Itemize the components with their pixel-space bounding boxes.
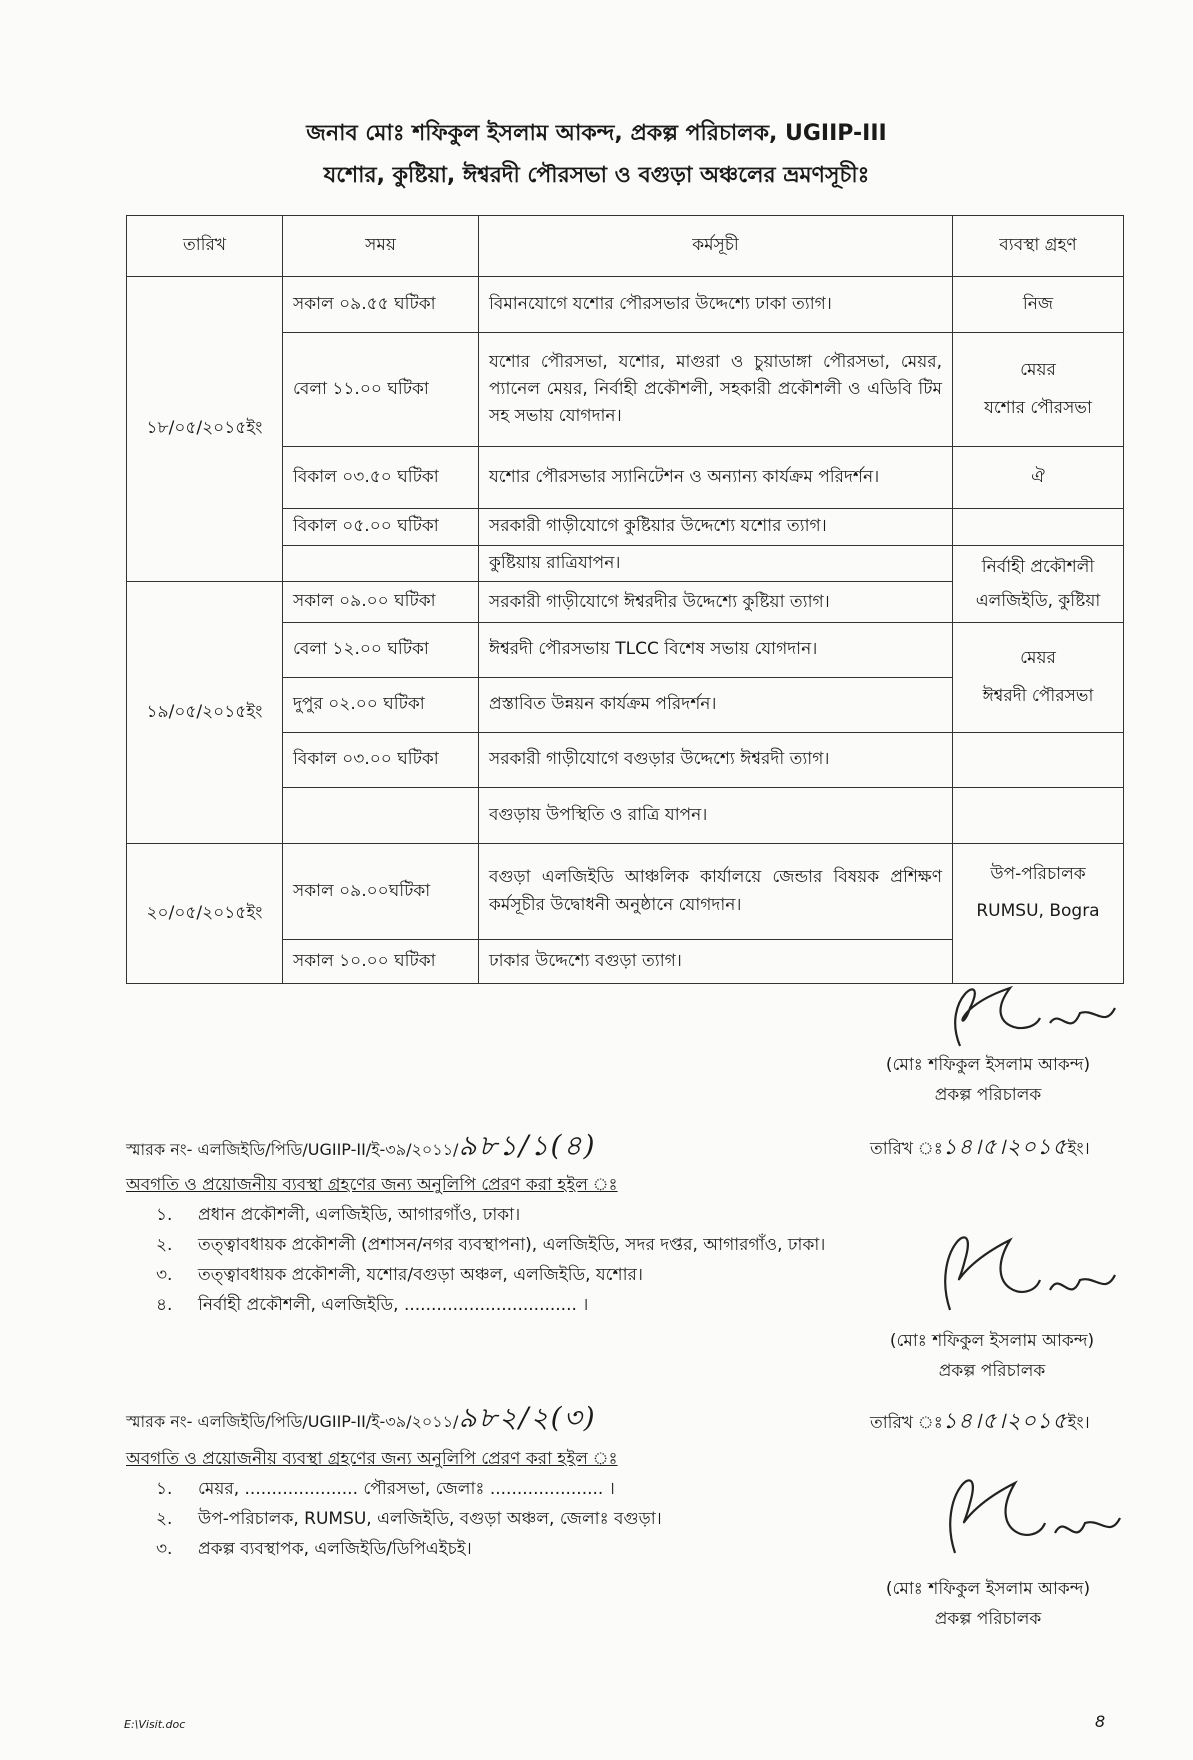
page-subtitle: যশোর, কুষ্টিয়া, ঈশ্বরদী পৌরসভা ও বগুড়া অঞ্চলের ভ্রমণসূচীঃ <box>323 163 870 188</box>
list-item: ১. প্রধান প্রকৌশলী, এলজিইডি, আগারগাঁও, ঢাকা। <box>156 1205 521 1225</box>
table-header-row <box>127 216 1124 277</box>
time-cell: সকাল ০৯.০০ ঘটিকা <box>283 582 479 623</box>
program-cell: যশোর পৌরসভার স্যানিটেশন ও অন্যান্য কার্যক্রম পরিদর্শন। <box>479 447 953 509</box>
header-program: কর্মসূচী <box>479 216 953 277</box>
signature-1 <box>900 968 1140 1058</box>
action-cell: ঐ <box>953 447 1124 509</box>
time-cell: সকাল ১০.০০ ঘটিকা <box>283 940 479 984</box>
date-cell: ১৮/০৫/২০১৫ইং <box>127 277 283 582</box>
action-line: যশোর পৌরসভা <box>984 397 1092 418</box>
signature-2 <box>910 1210 1130 1330</box>
cc-intro-2: অবগতি ও প্রয়োজনীয় ব্যবস্থা গ্রহণের জন্য অনুলিপি প্রেরণ করা হইল ঃ <box>126 1449 618 1469</box>
memo-ref-text: স্মারক নং- এলজিইডি/পিডি/UGIIP-II/ই-৩৯/২০১১/ <box>126 1412 459 1431</box>
program-cell: ঈশ্বরদী পৌরসভায় TLCC বিশেষ সভায় যোগদান। <box>479 623 953 678</box>
date-suffix: ইং। <box>1067 1413 1090 1433</box>
signatory-name: (মোঃ শফিকুল ইসলাম আকন্দ) <box>885 1579 1091 1599</box>
list-item: ৩. তত্ত্বাবধায়ক প্রকৌশলী, যশোর/বগুড়া অঞ্চল, এলজিইডি, যশোর। <box>156 1265 643 1285</box>
header-action: ব্যবস্থা গ্রহণ <box>953 216 1124 277</box>
action-line: মেয়র <box>1020 648 1056 669</box>
program-cell: সরকারী গাড়ীযোগে বগুড়ার উদ্দেশ্যে ঈশ্বরদী ত্যাগ। <box>479 733 953 788</box>
list-item: ২. উপ-পরিচালক, RUMSU, এলজিইডি, বগুড়া অঞ্চল, জেলাঃ বগুড়া। <box>156 1509 662 1529</box>
action-cell <box>953 844 1124 984</box>
memo-reference-2 <box>126 1396 597 1443</box>
signatory-name: (মোঃ শফিকুল ইসলাম আকন্দ) <box>889 1331 1095 1351</box>
memo-ref-text: স্মারক নং- এলজিইডি/পিডি/UGIIP-II/ই-৩৯/২০১১/ <box>126 1140 459 1159</box>
cc-intro-1: অবগতি ও প্রয়োজনীয় ব্যবস্থা গ্রহণের জন্য অনুলিপি প্রেরণ করা হইল ঃ <box>126 1175 618 1195</box>
program-cell: সরকারী গাড়ীযোগে ঈশ্বরদীর উদ্দেশ্যে কুষ্টিয়া ত্যাগ। <box>479 582 953 623</box>
schedule-table <box>126 215 1124 984</box>
list-item: ২. তত্ত্বাবধায়ক প্রকৌশলী (প্রশাসন/নগর ব্যবস্থাপনা), এলজিইডি, সদর দপ্তর, আগারগাঁও, ঢাকা। <box>156 1235 826 1255</box>
action-line: এলজিইডি, কুষ্টিয়া <box>975 591 1101 611</box>
table-row <box>127 844 1124 940</box>
date-suffix: ইং। <box>1067 1139 1090 1159</box>
cc-list-1 <box>156 1200 825 1320</box>
memo-date-1 <box>870 1130 1090 1167</box>
action-cell <box>953 546 1124 623</box>
time-cell <box>283 546 479 582</box>
page-number: 8 <box>1095 1712 1106 1731</box>
action-line: ঈশ্বরদী পৌরসভা <box>982 685 1094 706</box>
cc-list-2 <box>156 1474 662 1564</box>
memo-ref-handwritten: ৯৮২/২(৩) <box>458 1401 597 1434</box>
list-item: ৪. নির্বাহী প্রকৌশলী, এলজিইডি, ................................ । <box>156 1295 589 1315</box>
memo-ref-handwritten: ৯৮১/১(৪) <box>458 1129 597 1162</box>
date-label: তারিখ ঃ <box>870 1413 943 1433</box>
time-cell: বিকাল ০৫.০০ ঘটিকা <box>283 509 479 546</box>
program-cell: যশোর পৌরসভা, যশোর, মাগুরা ও চুয়াডাঙ্গা পৌরসভা, মেয়র, প্যানেল মেয়র, নির্বাহী প্রকৌশলী, সহকারী প্রকৌশলী ও এডিবি টিম সহ সভায় যোগদান। <box>479 333 953 447</box>
action-cell <box>953 333 1124 447</box>
table-row <box>127 277 1124 333</box>
action-cell <box>953 733 1124 788</box>
signatory-title: প্রকল্প পরিচালক <box>934 1609 1042 1629</box>
time-cell: বিকাল ০৩.৫০ ঘটিকা <box>283 447 479 509</box>
time-cell: দুপুর ০২.০০ ঘটিকা <box>283 678 479 733</box>
time-cell: বেলা ১১.০০ ঘটিকা <box>283 333 479 447</box>
date-cell: ২০/০৫/২০১৫ইং <box>127 844 283 984</box>
footer-file-path: E:\Visit.doc <box>124 1718 186 1731</box>
action-line: নির্বাহী প্রকৌশলী <box>981 557 1095 577</box>
action-line: উপ-পরিচালক <box>990 864 1086 884</box>
action-line: মেয়র <box>1020 360 1056 381</box>
time-cell: বিকাল ০৩.০০ ঘটিকা <box>283 733 479 788</box>
date-handwritten: ১৪।৫।২০১৫ <box>942 1409 1068 1434</box>
signatory-name: (মোঃ শফিকুল ইসলাম আকন্দ) <box>885 1055 1091 1075</box>
page-title: জনাব মোঃ শফিকুল ইসলাম আকন্দ, প্রকল্প পরিচালক, UGIIP-III <box>306 121 887 146</box>
action-line: RUMSU, Bogra <box>976 901 1100 922</box>
header-date: তারিখ <box>127 216 283 277</box>
signatory-title: প্রকল্প পরিচালক <box>934 1085 1042 1105</box>
action-cell: নিজ <box>953 277 1124 333</box>
date-handwritten: ১৪।৫।২০১৫ <box>942 1135 1068 1160</box>
program-cell: বগুড়ায় উপস্থিতি ও রাত্রি যাপন। <box>479 788 953 844</box>
action-cell <box>953 509 1124 546</box>
program-cell: ঢাকার উদ্দেশ্যে বগুড়া ত্যাগ। <box>479 940 953 984</box>
memo-date-2 <box>870 1404 1090 1441</box>
list-item: ৩. প্রকল্প ব্যবস্থাপক, এলজিইডি/ডিপিএইচই। <box>156 1539 472 1559</box>
program-cell: বগুড়া এলজিইডি আঞ্চলিক কার্যালয়ে জেন্ডার বিষয়ক প্রশিক্ষণ কর্মসূচীর উদ্বোধনী অনুষ্ঠানে যোগদান। <box>479 844 953 940</box>
date-cell: ১৯/০৫/২০১৫ইং <box>127 582 283 844</box>
list-item: ১. মেয়র, ..................... পৌরসভা, জেলাঃ ..................... । <box>156 1479 615 1499</box>
program-cell: বিমানযোগে যশোর পৌরসভার উদ্দেশ্যে ঢাকা ত্যাগ। <box>479 277 953 333</box>
action-cell <box>953 788 1124 844</box>
program-cell: কুষ্টিয়ায় রাত্রিযাপন। <box>479 546 953 582</box>
time-cell <box>283 788 479 844</box>
program-cell: প্রস্তাবিত উন্নয়ন কার্যক্রম পরিদর্শন। <box>479 678 953 733</box>
time-cell: বেলা ১২.০০ ঘটিকা <box>283 623 479 678</box>
action-cell <box>953 623 1124 733</box>
signature-3 <box>910 1448 1130 1568</box>
program-cell: সরকারী গাড়ীযোগে কুষ্টিয়ার উদ্দেশ্যে যশোর ত্যাগ। <box>479 509 953 546</box>
signatory-title: প্রকল্প পরিচালক <box>938 1361 1046 1381</box>
date-label: তারিখ ঃ <box>870 1139 943 1159</box>
memo-reference-1 <box>126 1124 597 1171</box>
header-time: সময় <box>283 216 479 277</box>
time-cell: সকাল ০৯.০০ঘটিকা <box>283 844 479 940</box>
time-cell: সকাল ০৯.৫৫ ঘটিকা <box>283 277 479 333</box>
